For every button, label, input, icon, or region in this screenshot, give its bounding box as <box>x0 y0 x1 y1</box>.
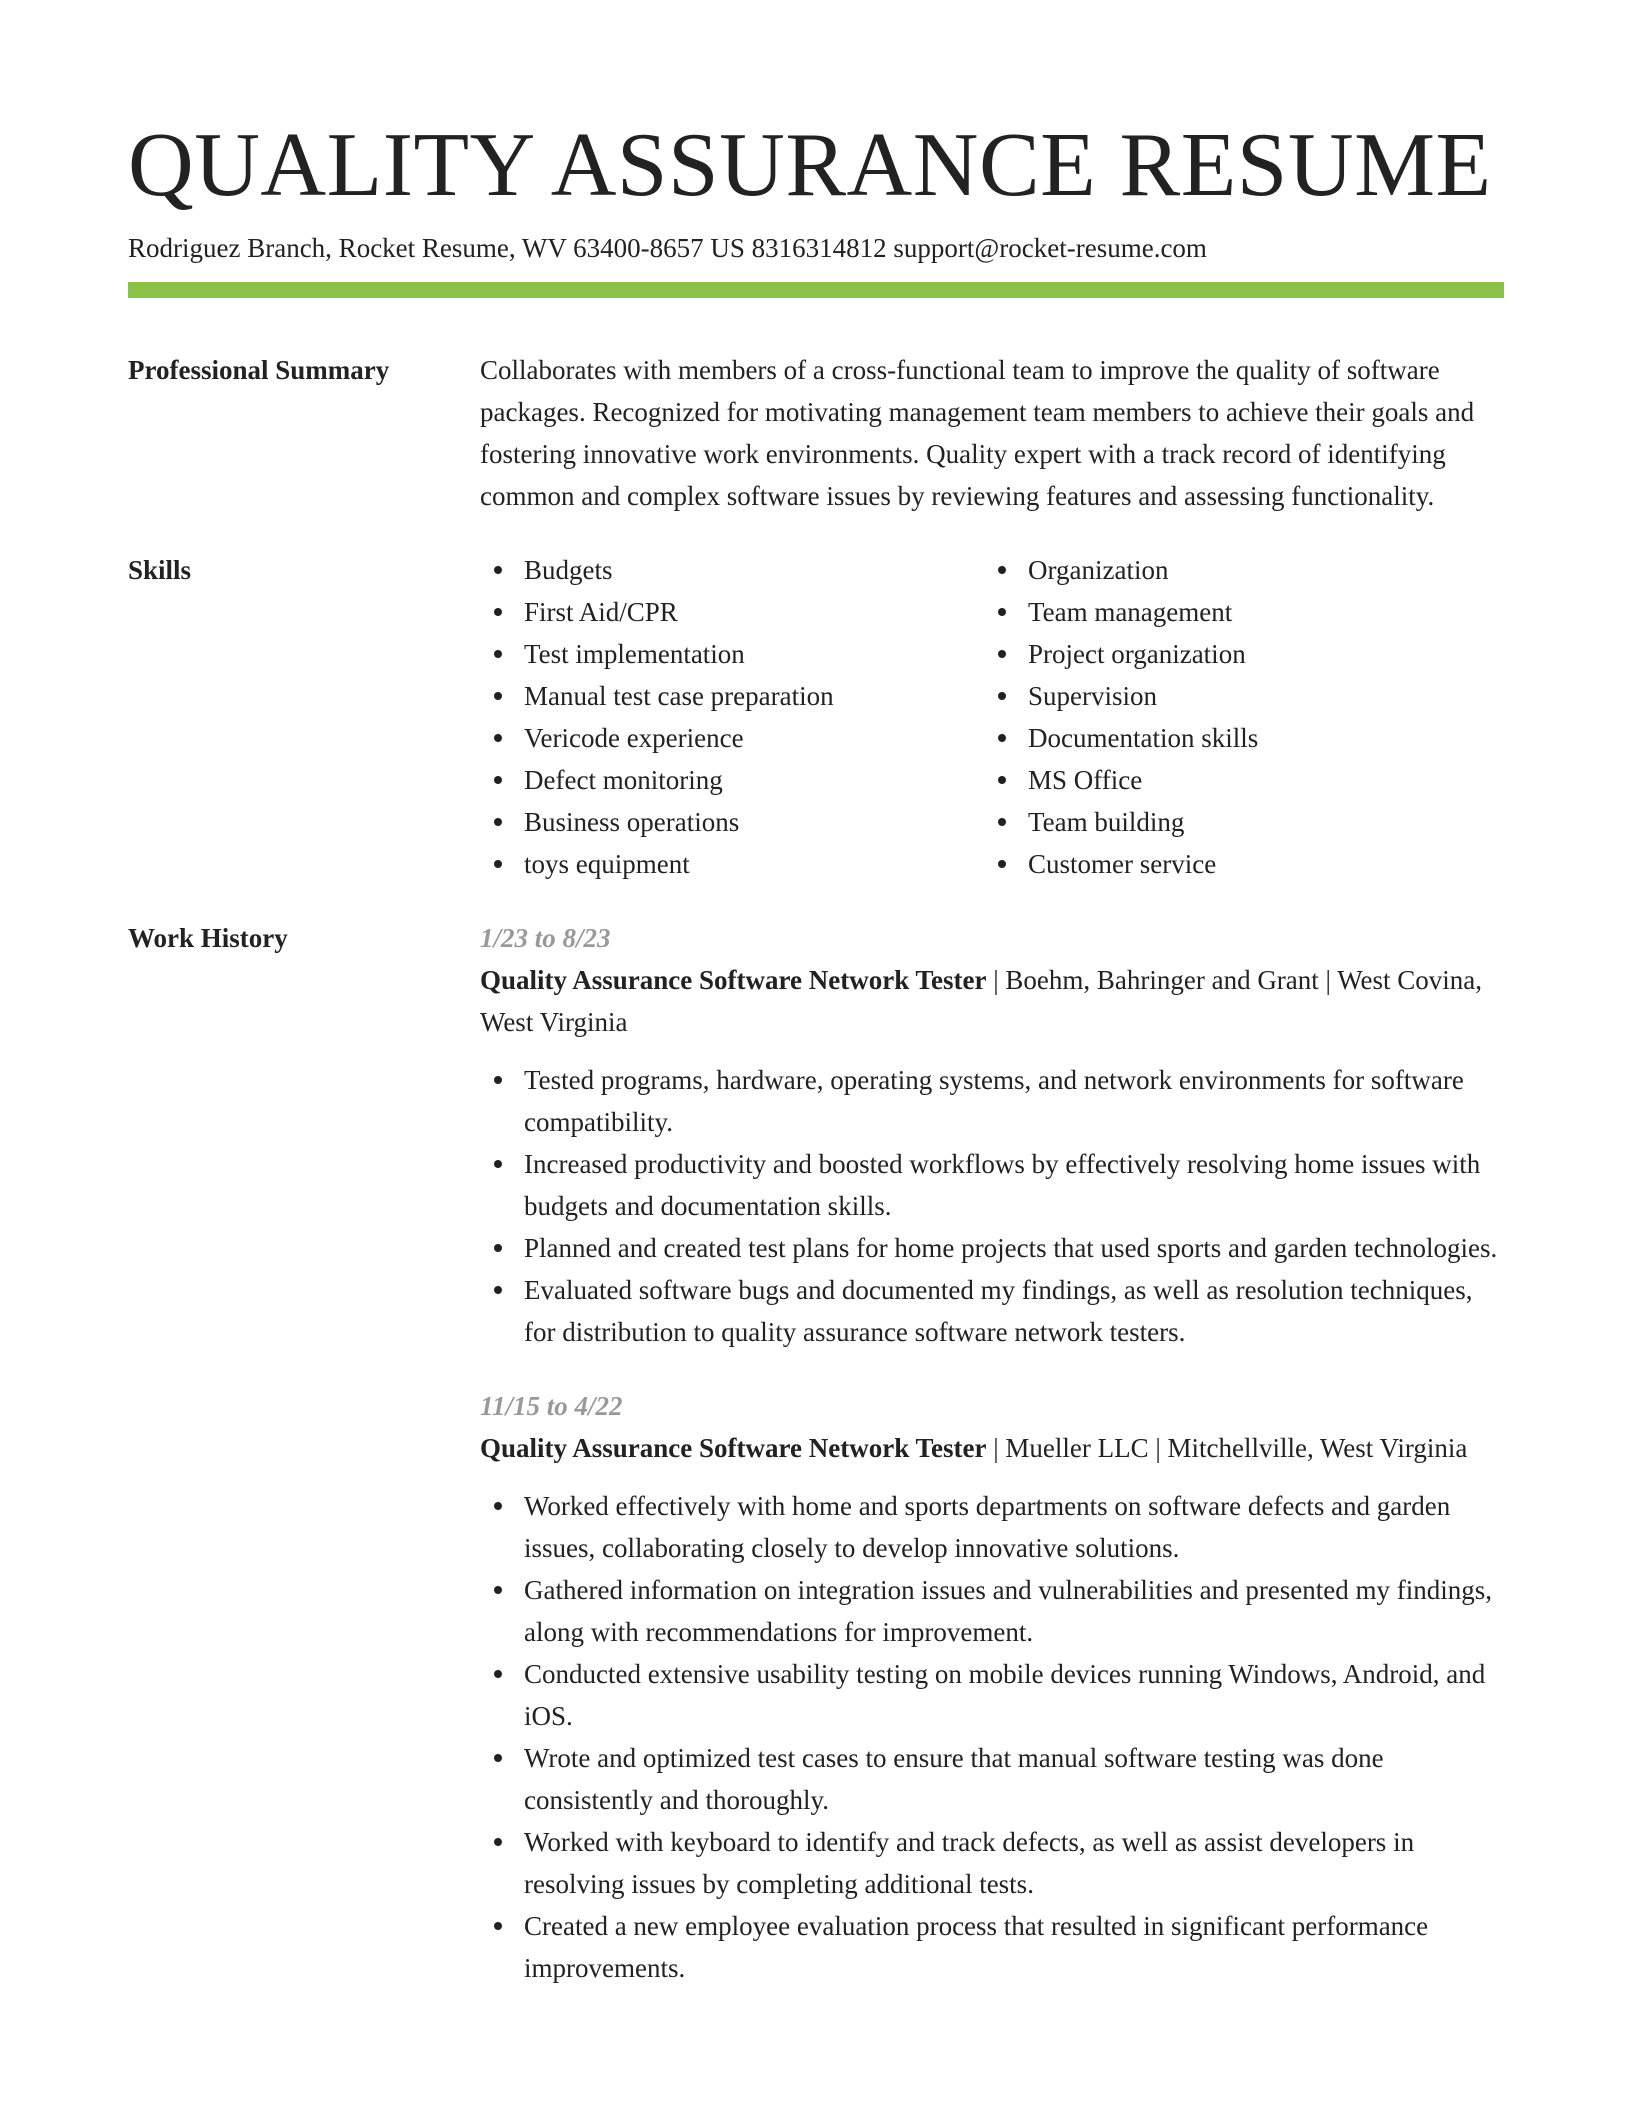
job-bullet: Gathered information on integration issues and vulnerabilities and presented my findings, along with recommendations for improvement. <box>480 1569 1504 1653</box>
job-bullet: Worked effectively with home and sports departments on software defects and garden issues, collaborating closely to develop innovative solutions. <box>480 1485 1504 1569</box>
job-dates: 11/15 to 4/22 <box>480 1391 623 1422</box>
job-details: | Mueller LLC | Mitchellville, West Virginia <box>986 1433 1468 1464</box>
header-divider <box>128 282 1504 298</box>
skill-item: MS Office <box>984 759 1488 801</box>
work-history-body <box>480 917 1504 1989</box>
job-bullet: Conducted extensive usability testing on mobile devices running Windows, Android, and iOS. <box>480 1653 1504 1737</box>
job-heading <box>480 1427 1504 1469</box>
resume-title: QUALITY ASSURANCE RESUME <box>128 114 1492 215</box>
skill-item: Defect monitoring <box>480 759 984 801</box>
job-entry <box>480 1385 1504 1989</box>
skill-item: Organization <box>984 549 1488 591</box>
job-details: | Boehm, Bahringer and Grant | West Covina, West Virginia <box>480 965 1483 1038</box>
job-bullet: Worked with keyboard to identify and track defects, as well as assist developers in resolving issues by completing additional tests. <box>480 1821 1504 1905</box>
skills-column-right <box>984 549 1488 885</box>
job-bullet: Evaluated software bugs and documented my findings, as well as resolution techniques, for distribution to quality assurance software network testers. <box>480 1269 1504 1353</box>
skills-grid <box>480 549 1504 885</box>
job-heading <box>480 959 1504 1043</box>
summary-body <box>480 349 1504 517</box>
job-bullet: Tested programs, hardware, operating systems, and network environments for software compatibility. <box>480 1059 1504 1143</box>
job-bullet: Wrote and optimized test cases to ensure that manual software testing was done consistently and thoroughly. <box>480 1737 1504 1821</box>
skill-item: Team building <box>984 801 1488 843</box>
job-title: Quality Assurance Software Network Tester <box>480 1433 987 1464</box>
job-title: Quality Assurance Software Network Tester <box>480 965 987 996</box>
skills-section <box>128 549 1504 885</box>
skill-item: Supervision <box>984 675 1488 717</box>
skill-item: Test implementation <box>480 633 984 675</box>
skill-item: First Aid/CPR <box>480 591 984 633</box>
job-dates: 1/23 to 8/23 <box>480 923 611 954</box>
professional-summary-section <box>128 349 1504 517</box>
job-bullet-list <box>480 1059 1504 1353</box>
skill-item: Customer service <box>984 843 1488 885</box>
skill-item: toys equipment <box>480 843 984 885</box>
job-bullet: Created a new employee evaluation process that resulted in significant performance improvements. <box>480 1905 1504 1989</box>
contact-info: Rodriguez Branch, Rocket Resume, WV 63400-8657 US 8316314812 support@rocket-resume.com <box>128 233 1207 263</box>
job-bullet-list <box>480 1485 1504 1989</box>
skill-item: Manual test case preparation <box>480 675 984 717</box>
work-history-section <box>128 917 1504 1989</box>
skills-column-left <box>480 549 984 885</box>
section-title-summary: Professional Summary <box>128 355 390 386</box>
skill-item: Team management <box>984 591 1488 633</box>
job-bullet: Increased productivity and boosted workflows by effectively resolving home issues with budgets and documentation skills. <box>480 1143 1504 1227</box>
skill-item: Documentation skills <box>984 717 1488 759</box>
summary-text: Collaborates with members of a cross-functional team to improve the quality of software packages. Recognized for motivating management team members to achieve their goals and fostering innovative work environments. Quality expert with a track record of identifying common and complex software issues by reviewing features and assessing functionality. <box>480 355 1475 512</box>
skill-item: Business operations <box>480 801 984 843</box>
skill-item: Budgets <box>480 549 984 591</box>
job-bullet: Planned and created test plans for home projects that used sports and garden technologies. <box>480 1227 1504 1269</box>
section-title-skills: Skills <box>128 555 192 586</box>
section-title-work-history: Work History <box>128 923 288 954</box>
skill-item: Project organization <box>984 633 1488 675</box>
skill-item: Vericode experience <box>480 717 984 759</box>
job-entry <box>480 917 1504 1353</box>
